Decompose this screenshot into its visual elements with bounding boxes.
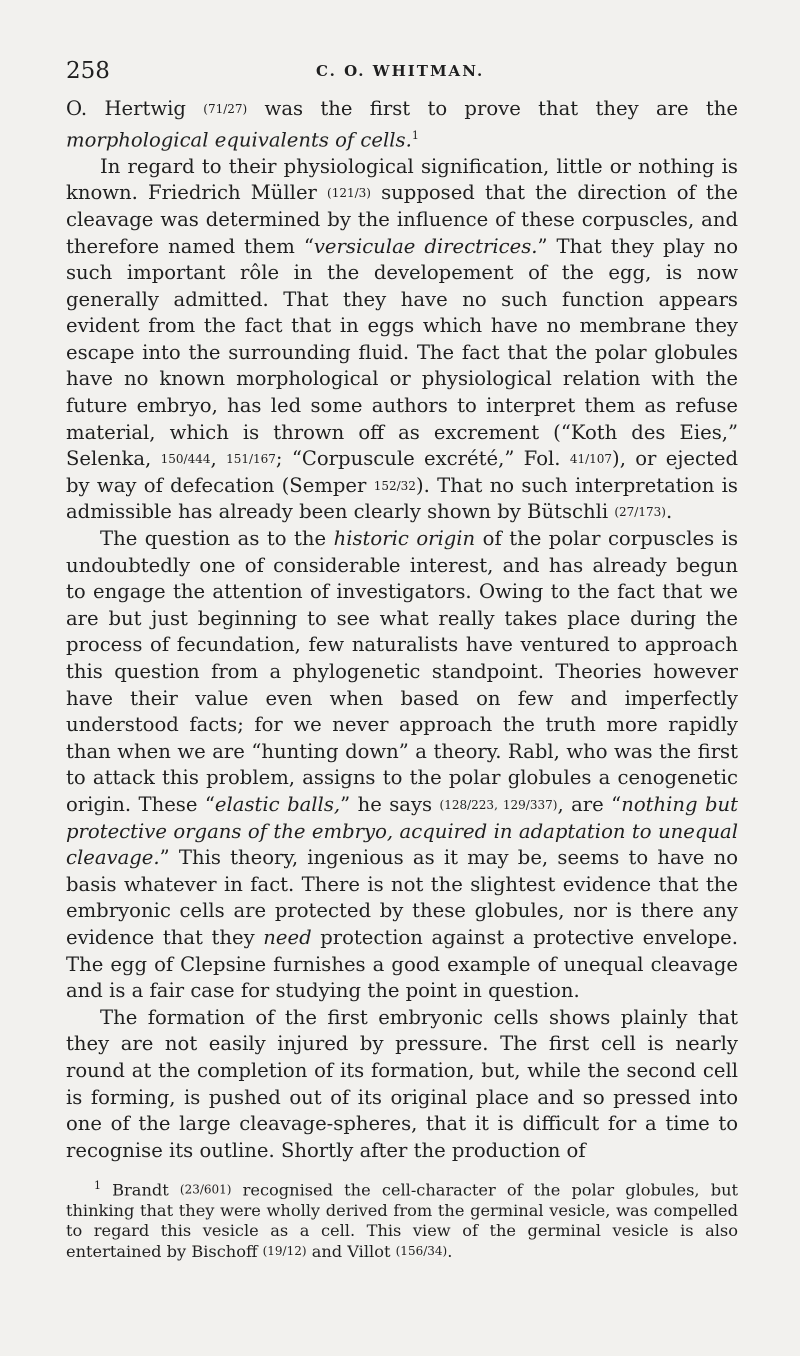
- paragraph: [66, 526, 738, 1005]
- italic-phrase: need: [263, 925, 312, 949]
- italic-phrase: elastic balls,: [214, 792, 341, 816]
- text-run: recognised the cell-character of the polar globules, but thinking that they were wholly derived from the germinal vesicle, was compelled to regard this vesicle as a cell. This view of the germinal vesicle is also entertained by Bischoff: [66, 1180, 739, 1261]
- text-run: ), or ejected by way of defecation (Semper: [66, 447, 739, 497]
- citation-fraction: 41/107: [569, 452, 613, 467]
- text-run: O. Hertwig: [66, 97, 204, 120]
- footnote: [66, 1176, 738, 1261]
- italic-phrase: morphological equivalents of cells.: [66, 128, 412, 152]
- citation-fraction: (27/173): [614, 505, 666, 520]
- text-run: In regard to their physiological signification, little or nothing is known. Friedrich Müller: [66, 154, 738, 205]
- text-run: .: [665, 500, 673, 524]
- text-run: supposed that the direction of the cleavage was determined by the influence of these corpuscles, and therefore named them “: [66, 181, 738, 258]
- running-title: C. O. WHITMAN.: [316, 62, 485, 80]
- citation-fraction: (23/601): [179, 1182, 232, 1197]
- text-run: Brandt: [101, 1180, 180, 1200]
- text-run: ). That no such interpretation is admissible has already been clearly shown by Bütschli: [66, 473, 738, 524]
- text-run: ; “Corpuscule excrété,” Fol.: [275, 447, 570, 471]
- text-run: of the polar corpuscles is undoubtedly one of considerable interest, and has already begun to engage the attention of investigators. Owing to the fact that we are but just beginning to see what really takes place during the process of fecundation, few naturalists have ventured to approach this question from a phylogenetic standpoint. Theories however have their value even when based on few and imperfectly understood facts; for we never approach the truth more rapidly than when we are “hunting down” a theory. Rabl, who was the first to attack this problem, assigns to the polar globules a cenogenetic origin. These “: [66, 527, 738, 816]
- citation-fraction: (128/223, 129/337): [439, 797, 558, 812]
- paragraph: [66, 154, 738, 526]
- text-run: The formation of the first embryonic cells shows plainly that they are not easily injured by pressure. The first cell is nearly round at the completion of its formation, but, while the second cell is forming, is pushed out of its original place and so pressed into one of the large cleavage-spheres, that it is difficult for a time to recognise its outline. Shortly after the production of: [66, 1005, 738, 1162]
- footnote-marker: 1: [411, 128, 419, 142]
- running-head: [66, 52, 738, 92]
- text-run: The question as to the: [100, 527, 334, 551]
- citation-fraction: (71/27): [203, 102, 248, 116]
- text-run: .: [447, 1241, 453, 1261]
- text-run: ” he says: [340, 792, 440, 816]
- citation-fraction: (121/3): [327, 186, 371, 201]
- text-run: and Villot: [306, 1241, 396, 1261]
- text-run: was the first to prove that they are the: [247, 97, 738, 120]
- footnote-marker: 1: [94, 1179, 101, 1193]
- text-run: ” That they play no such important rôle in the developement of the egg, is now generally admitted. That they have no such function appears evident from the fact that in eggs which have no membrane they escape into the surrounding fluid. The fact that the polar globules have no known morphological or physiological relation with the future embryo, has led some authors to interpret them as refuse material, which is thrown off as excrement (“Koth des Eies,” Selenka,: [66, 234, 738, 471]
- citation-fraction: 151/167: [226, 452, 276, 467]
- text-run: , are “: [557, 792, 622, 816]
- citation-fraction: 150/444: [160, 452, 211, 467]
- italic-phrase: nothing but protective organs of the embryo, acquired in adaptation to unequal cleavage.: [66, 792, 739, 870]
- citation-fraction: (19/12): [262, 1243, 307, 1258]
- text-run: ,: [210, 447, 227, 471]
- text-run: protection against a protective envelope. The egg of Clepsine furnishes a good example of unequal cleavage and is a fair case for studying the point in question.: [66, 925, 738, 1003]
- italic-phrase: versiculae directrices.: [313, 234, 538, 258]
- paragraph: [66, 1005, 738, 1165]
- text-run: ” This theory, ingenious as it may be, seems to have no basis whatever in fact. There is not the slightest evidence that the embryonic cells are protected by these globules, nor is there any evidence that they: [66, 846, 738, 949]
- paragraph: [66, 96, 738, 154]
- italic-phrase: historic origin: [333, 527, 476, 551]
- page-number: 258: [66, 58, 110, 84]
- body-text: [66, 96, 738, 1164]
- citation-fraction: (156/34): [395, 1243, 448, 1258]
- citation-fraction: 152/32: [373, 478, 416, 493]
- footnotes: [66, 1176, 738, 1261]
